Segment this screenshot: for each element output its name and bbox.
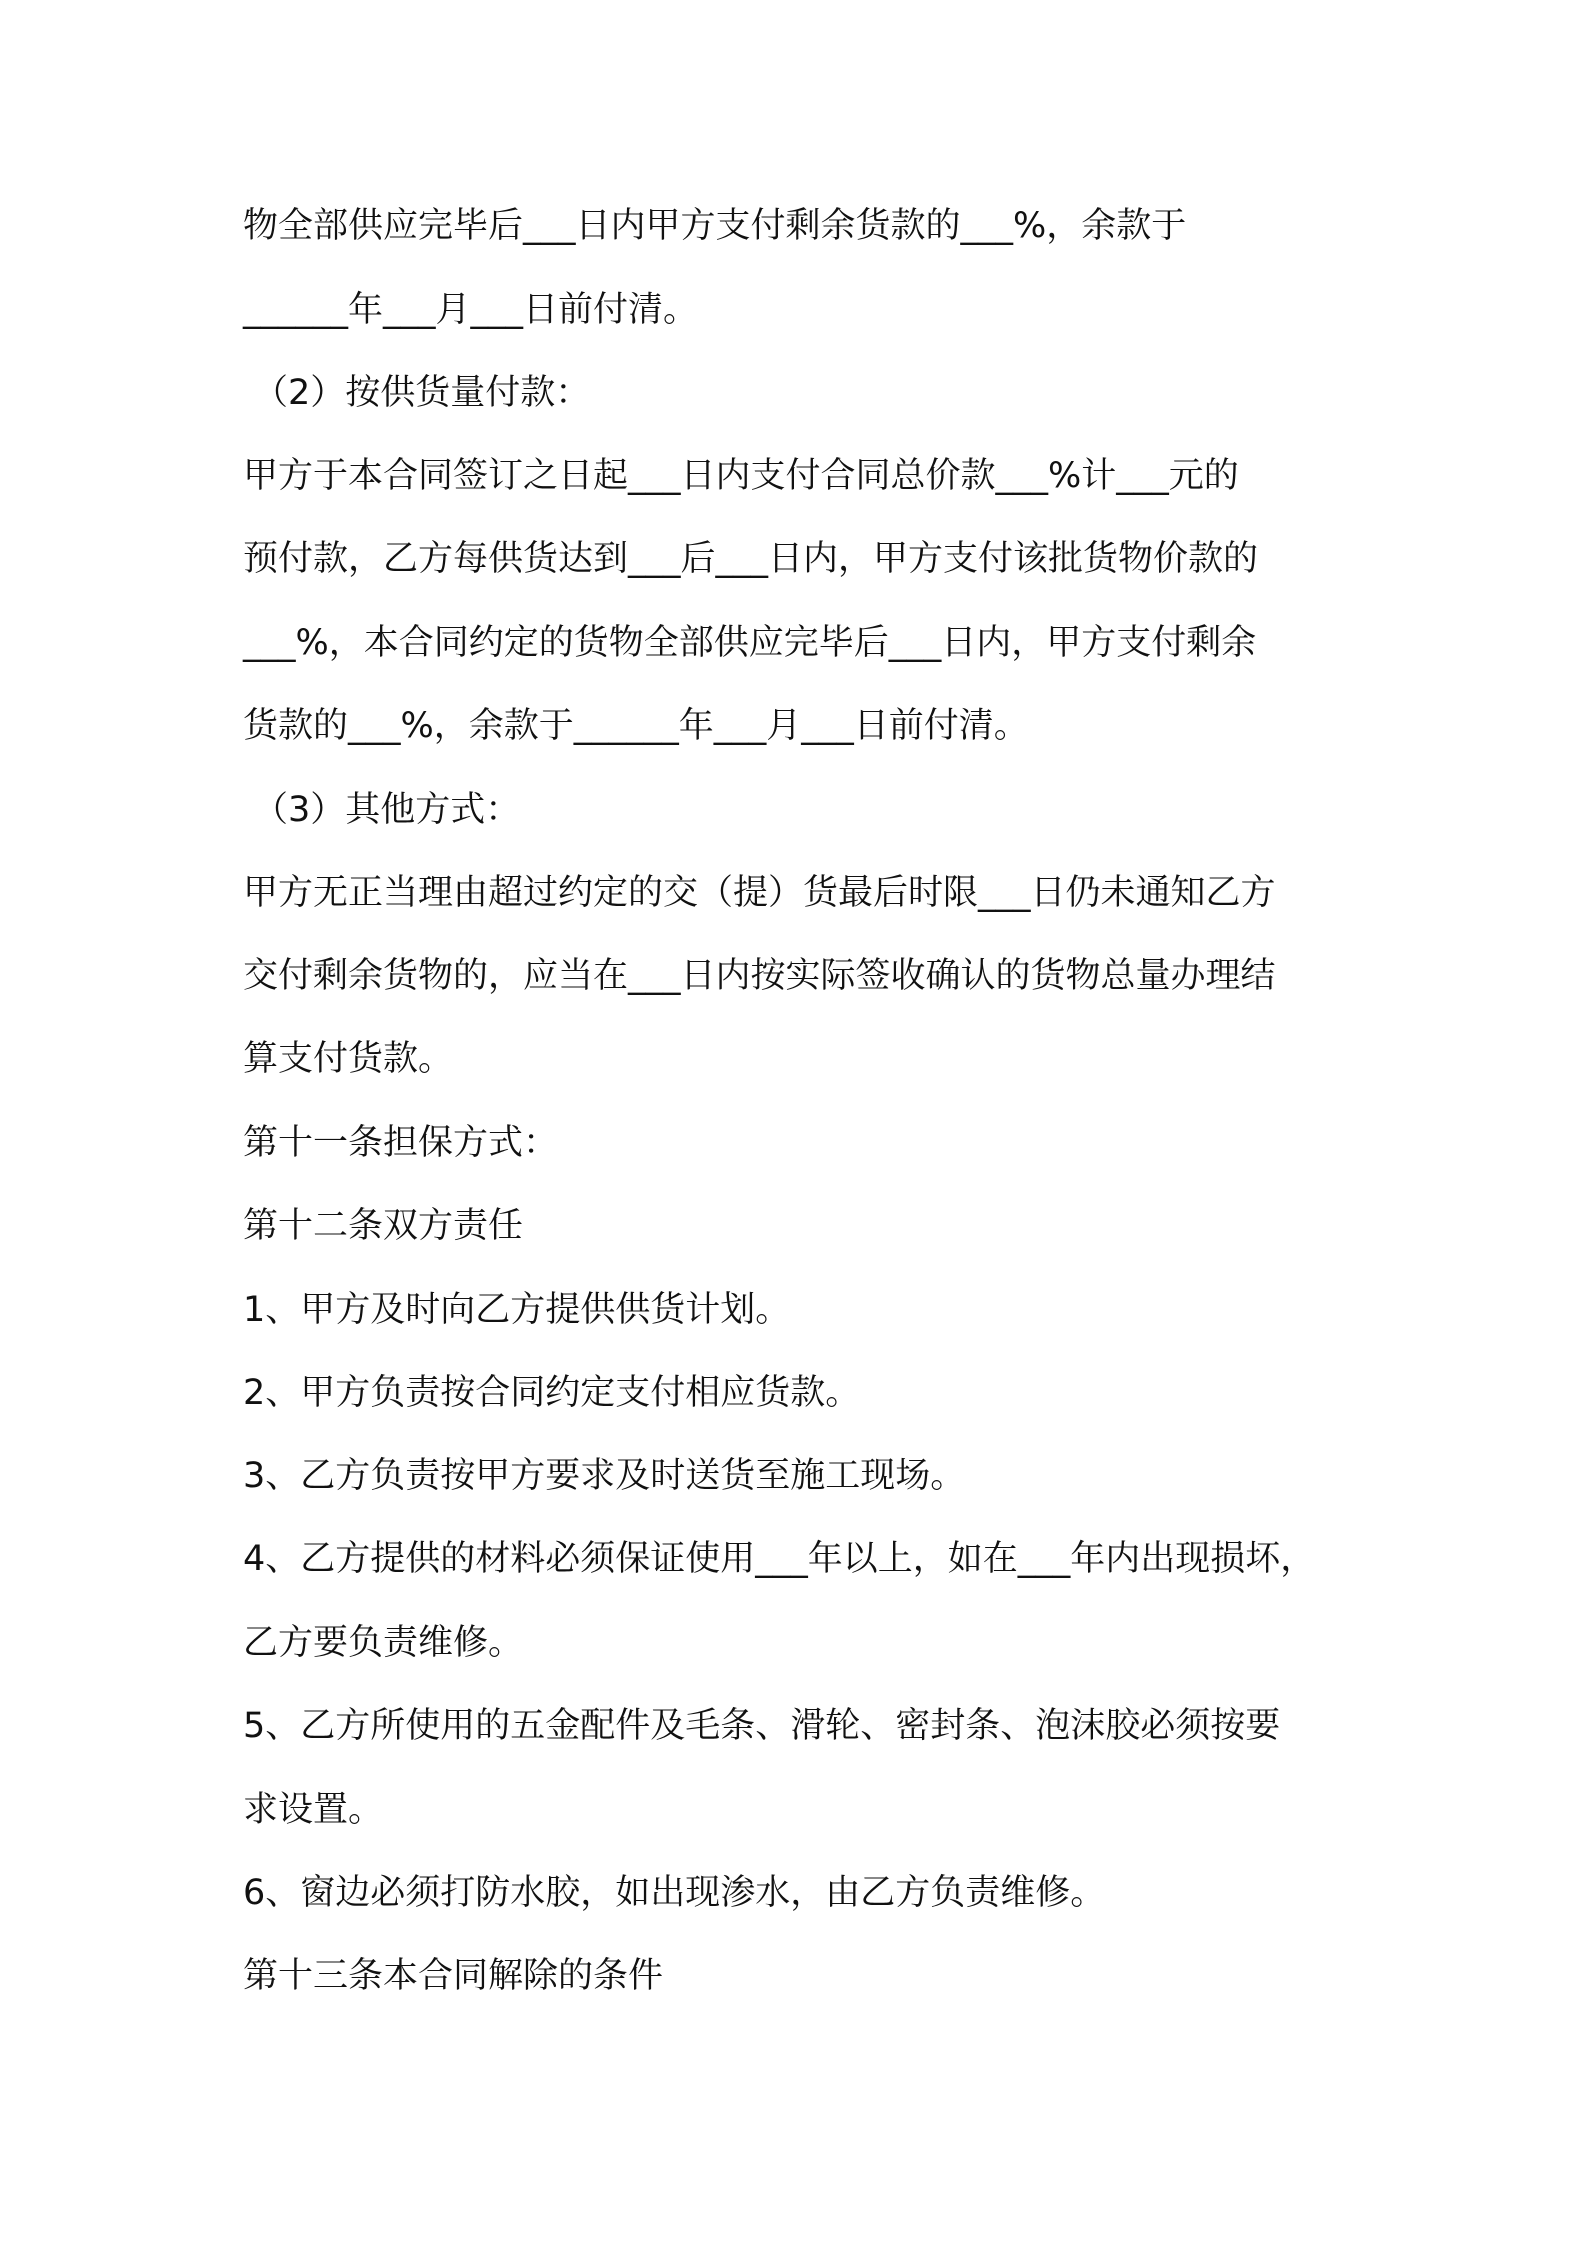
text-line: 甲方于本合同签订之日起___日内支付合同总价款___%计___元的 [243,456,1239,496]
text-line: 甲方无正当理由超过约定的交（提）货最后时限___日仍未通知乙方 [243,873,1276,913]
list-item: 3、乙方负责按甲方要求及时送货至施工现场。 [243,1456,966,1496]
subsection-heading: （3）其他方式： [253,790,521,830]
list-item: 2、甲方负责按合同约定支付相应货款。 [243,1373,861,1413]
subsection-heading: （2）按供货量付款： [253,373,591,413]
text-line: 物全部供应完毕后___日内甲方支付剩余货款的___%，余款于 [243,206,1187,246]
text-line: ___%，本合同约定的货物全部供应完毕后___日内，甲方支付剩余 [243,623,1257,663]
text-line: 求设置。 [243,1790,384,1830]
text-line: 货款的___%，余款于______年___月___日前付清。 [243,706,1029,746]
text-line: 算支付货款。 [243,1039,454,1079]
text-line: 预付款，乙方每供货达到___后___日内，甲方支付该批货物价款的 [243,539,1259,579]
text-line: 乙方要负责维修。 [243,1623,524,1663]
list-item: 5、乙方所使用的五金配件及毛条、滑轮、密封条、泡沫胶必须按要 [243,1706,1281,1746]
article-heading: 第十三条本合同解除的条件 [243,1956,664,1996]
list-item: 1、甲方及时向乙方提供供货计划。 [243,1290,791,1330]
text-line: 交付剩余货物的，应当在___日内按实际签收确认的货物总量办理结 [243,956,1276,996]
article-heading: 第十二条双方责任 [243,1206,524,1246]
article-heading: 第十一条担保方式： [243,1123,559,1163]
list-item: 6、窗边必须打防水胶，如出现渗水，由乙方负责维修。 [243,1873,1106,1913]
text-line: ______年___月___日前付清。 [243,290,699,330]
list-item: 4、乙方提供的材料必须保证使用___年以上，如在___年内出现损坏， [243,1539,1316,1579]
